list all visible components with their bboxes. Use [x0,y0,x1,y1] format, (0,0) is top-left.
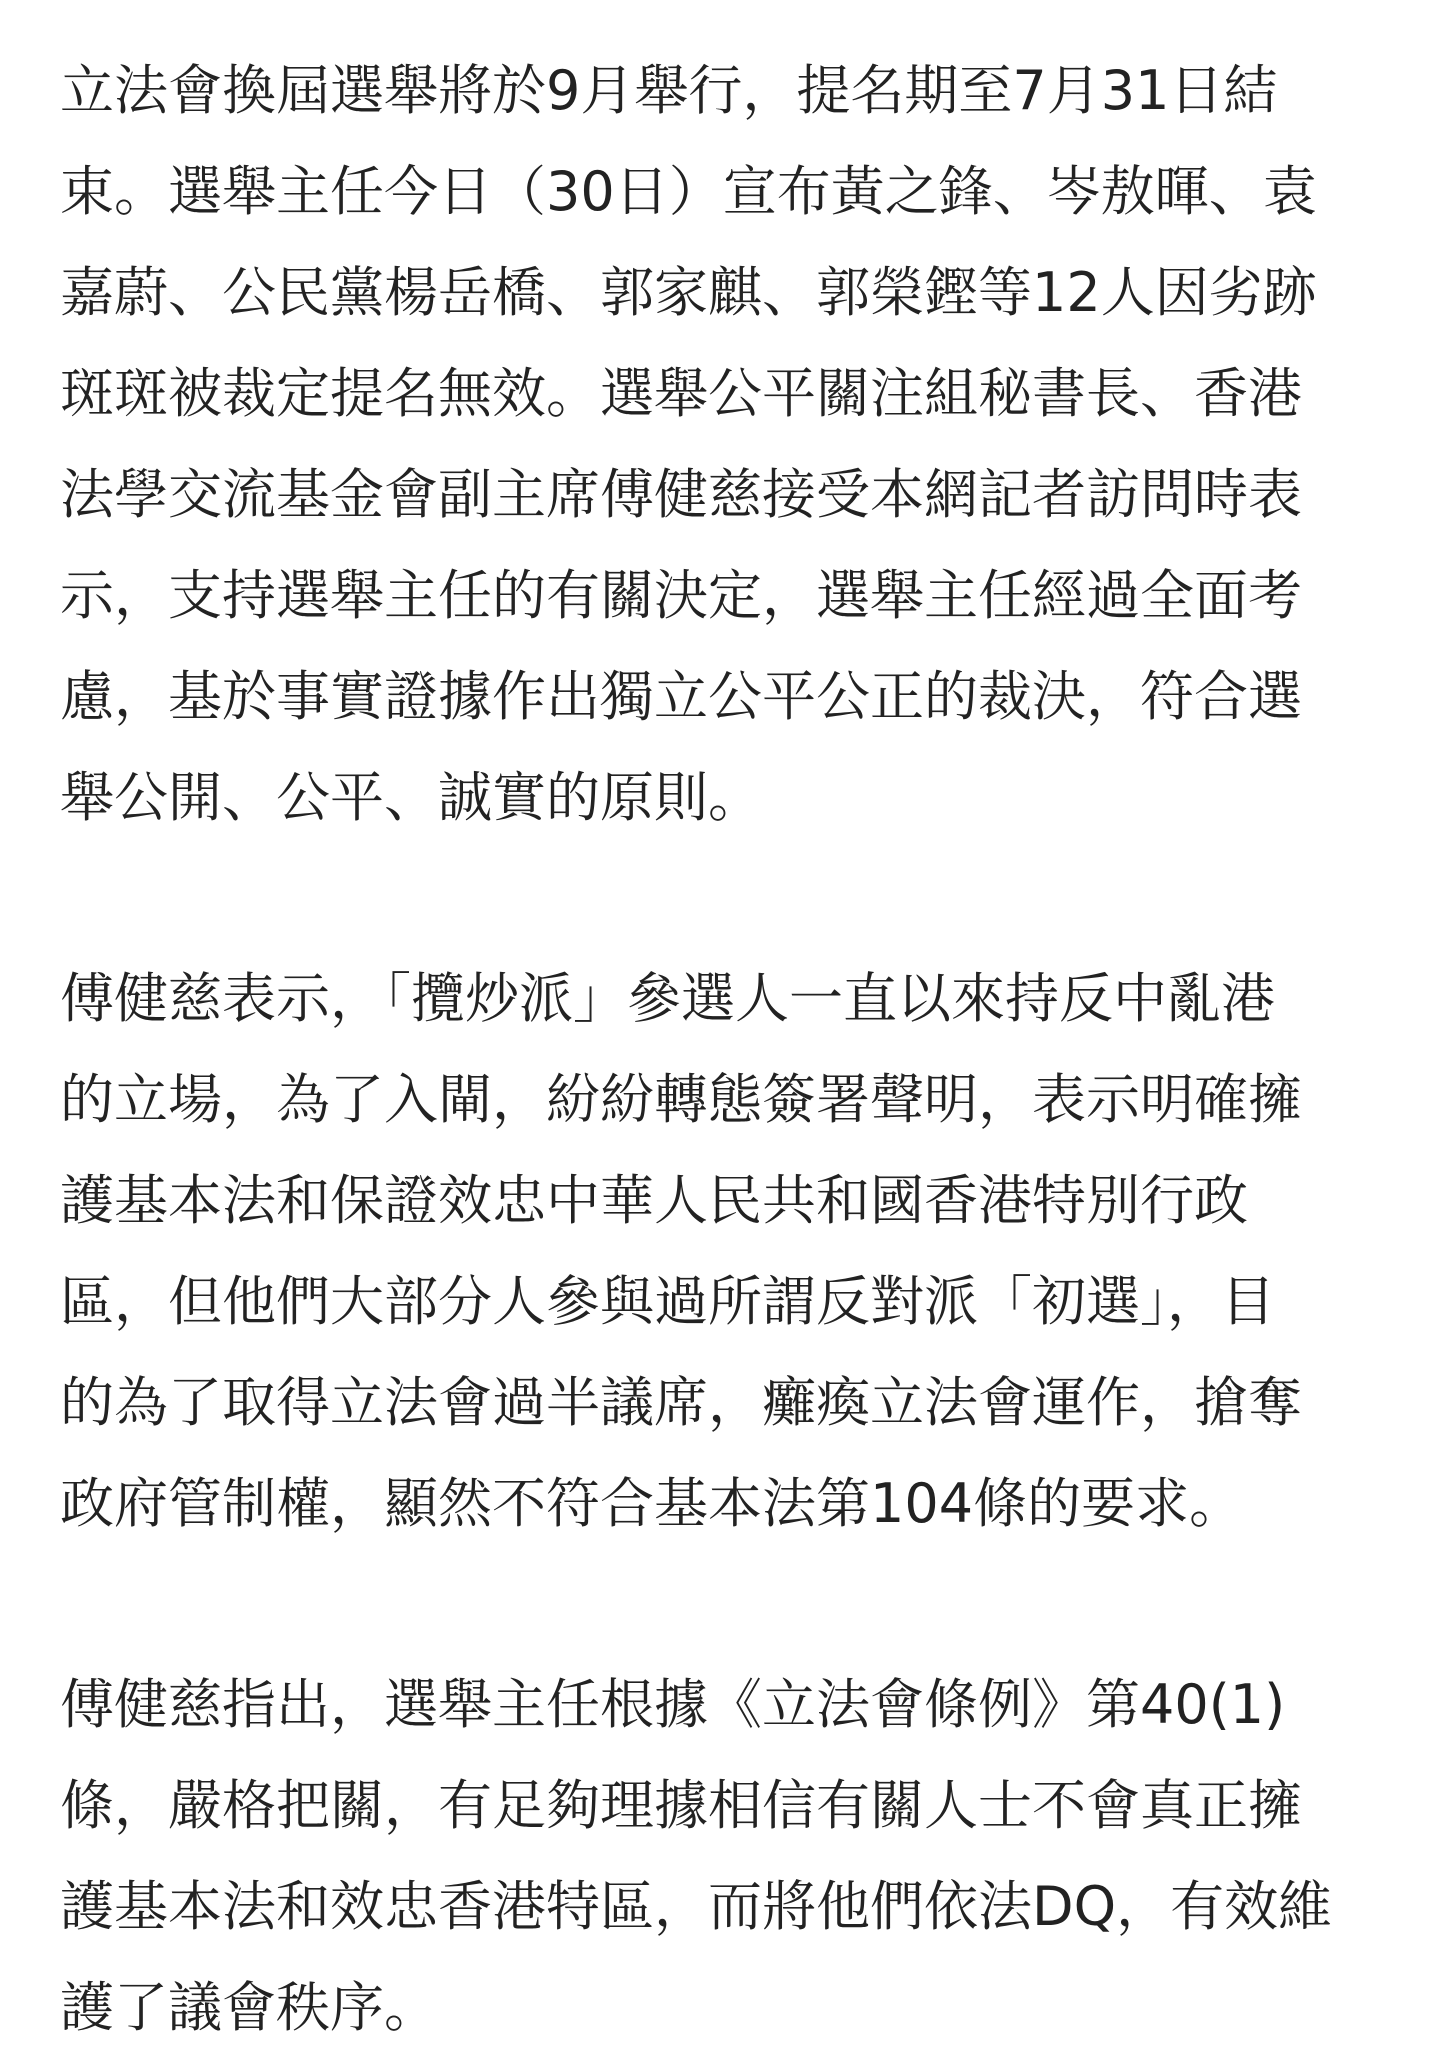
paragraph-line: 舉公開、公平、誠實的原則。 [60,766,762,829]
paragraph-line: 條，嚴格把關，有足夠理據相信有關人士不會真正擁 [60,1774,1302,1837]
paragraph-3 [60,1654,1398,2058]
paragraph-line: 傅健慈指出，選舉主任根據《立法會條例》第40(1) [60,1673,1286,1736]
paragraph-line: 護了議會秩序。 [60,1976,438,2039]
paragraph-spacer [60,848,1398,948]
paragraph-line: 區，但他們大部分人參與過所謂反對派「初選」，目 [60,1270,1275,1333]
paragraph-line: 傅健慈表示，「攬炒派」參選人一直以來持反中亂港 [60,967,1275,1030]
paragraph-line: 的立場，為了入閘，紛紛轉態簽署聲明，表示明確擁 [60,1068,1302,1131]
paragraph-2 [60,948,1398,1554]
paragraph-spacer [60,1554,1398,1654]
paragraph-line: 護基本法和效忠香港特區，而將他們依法DQ，有效維 [60,1875,1333,1938]
paragraph-1 [60,40,1398,848]
paragraph-line: 的為了取得立法會過半議席，癱瘓立法會運作，搶奪 [60,1371,1302,1434]
paragraph-line: 嘉蔚、公民黨楊岳橋、郭家麒、郭榮鏗等12人因劣跡 [60,261,1317,324]
paragraph-line: 立法會換屆選舉將於9月舉行，提名期至7月31日結 [60,59,1278,122]
paragraph-line: 示，支持選舉主任的有關決定，選舉主任經過全面考 [60,564,1302,627]
paragraph-line: 慮，基於事實證據作出獨立公平公正的裁決，符合選 [60,665,1302,728]
paragraph-line: 斑斑被裁定提名無效。選舉公平關注組秘書長、香港 [60,362,1302,425]
paragraph-line: 法學交流基金會副主席傅健慈接受本網記者訪問時表 [60,463,1302,526]
paragraph-line: 護基本法和保證效忠中華人民共和國香港特別行政 [60,1169,1248,1232]
paragraph-line: 政府管制權，顯然不符合基本法第104條的要求。 [60,1472,1244,1535]
paragraph-line: 束。選舉主任今日（30日）宣布黃之鋒、岑敖暉、袁 [60,160,1317,223]
